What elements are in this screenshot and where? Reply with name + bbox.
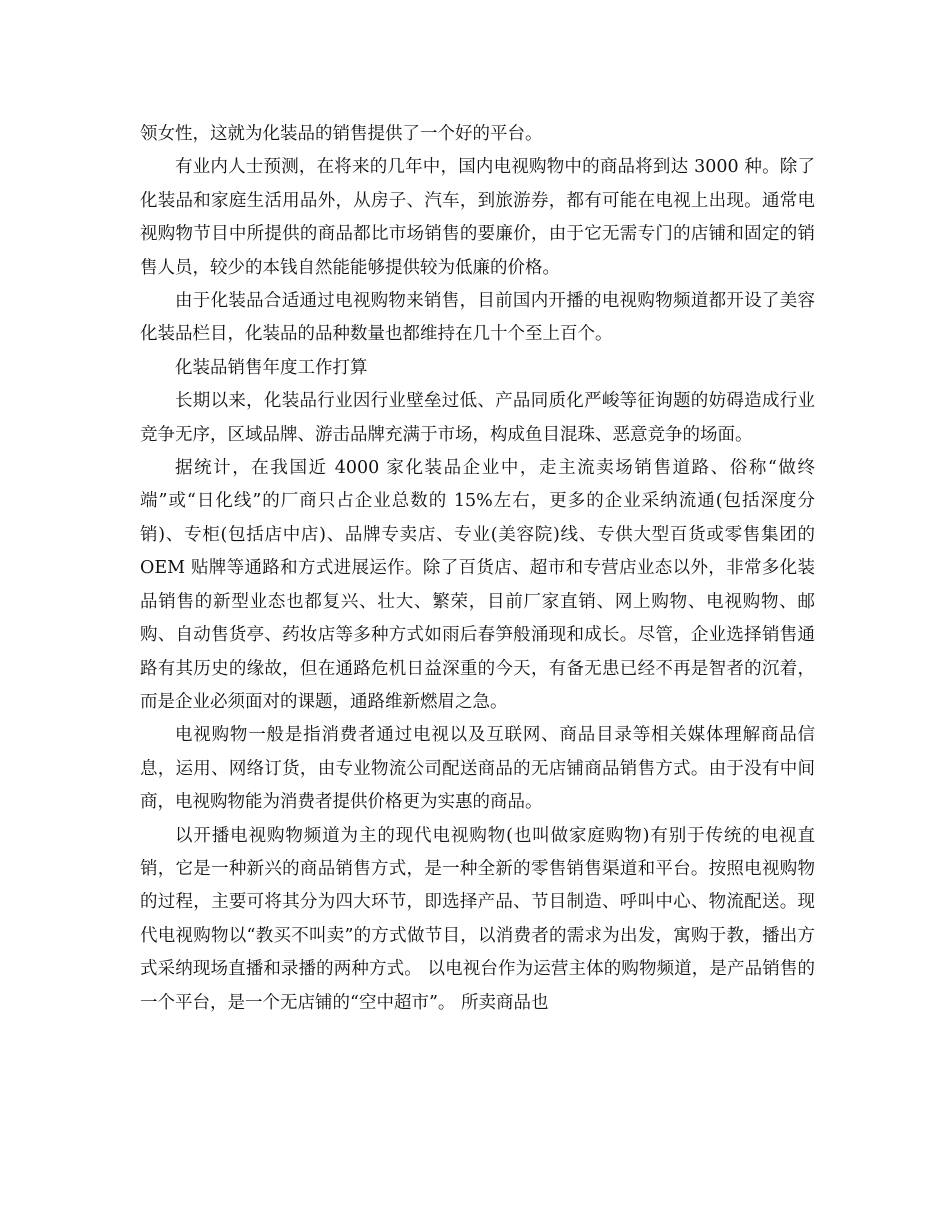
paragraph: 由于化装品合适通过电视购物来销售，目前国内开播的电视购物频道都开设了美容化装品栏目，化装品的品种数量也都维持在几十个至上百个。: [140, 291, 815, 345]
paragraph: 以开播电视购物频道为主的现代电视购物(也叫做家庭购物)有别于传统的电视直销，它是一种新兴的商品销售方式，是一种全新的零售销售渠道和平台。按照电视购物的过程，主要可将其分为四大环节，即选择产品、节目制造、呼叫中心、物流配送。现代电视购物以“教买不叫卖”的方式做节目，以消费者的需求为出发，寓购于教，播出方式采纳现场直播和录播的两种方式。 以电视台作为运营主体的购物频道，是产品销售的一个平台，是一个无店铺的“空中超市”。 所卖商品也: [140, 825, 815, 1013]
paragraph: 领女性，这就为化装品的销售提供了一个好的平台。: [140, 124, 543, 144]
paragraph: 长期以来，化装品行业因行业壁垒过低、产品同质化严峻等征询题的妨碍造成行业竞争无序，区域品牌、游击品牌充满于市场，构成鱼目混珠、恶意竞争的场面。: [140, 391, 815, 445]
paragraph: 电视购物一般是指消费者通过电视以及互联网、商品目录等相关媒体理解商品信息，运用、网络订货，由专业物流公司配送商品的无店铺商品销售方式。由于没有中间商，电视购物能为消费者提供价格更为实惠的商品。: [140, 725, 815, 813]
paragraph: 有业内人士预测，在将来的几年中，国内电视购物中的商品将到达 3000 种。除了化装品和家庭生活用品外，从房子、汽车，到旅游券，都有可能在电视上出现。通常电视购物节目中所提供的商品都比市场销售的要廉价，由于它无需专门的店铺和固定的销售人员，较少的本钱自然能能够提供较为低廉的价格。: [140, 157, 815, 278]
paragraph: 据统计，在我国近 4000 家化装品企业中，走主流卖场销售道路、俗称“做终端”或“日化线”的厂商只占企业总数的 15%左右，更多的企业采纳流通(包括深度分销)、专柜(包括店中店)、品牌专卖店、专业(美容院)线、专供大型百货或零售集团的 OEM 贴牌等通路和方式进展运作。除了百货店、超市和专营店业态以外，非常多化装品销售的新型业态也都复兴、壮大、繁荣，目前厂家直销、网上购物、电视购物、邮购、自动售货亭、药妆店等多种方式如雨后春笋般涌现和成长。尽管，企业选择销售通路有其历史的缘故，但在通路危机日益深重的今天，有备无患已经不再是智者的沉着，而是企业必须面对的课题，通路维新燃眉之急。: [140, 458, 815, 712]
section-heading: 化装品销售年度工作打算: [175, 357, 368, 378]
document-body: [140, 118, 815, 1020]
